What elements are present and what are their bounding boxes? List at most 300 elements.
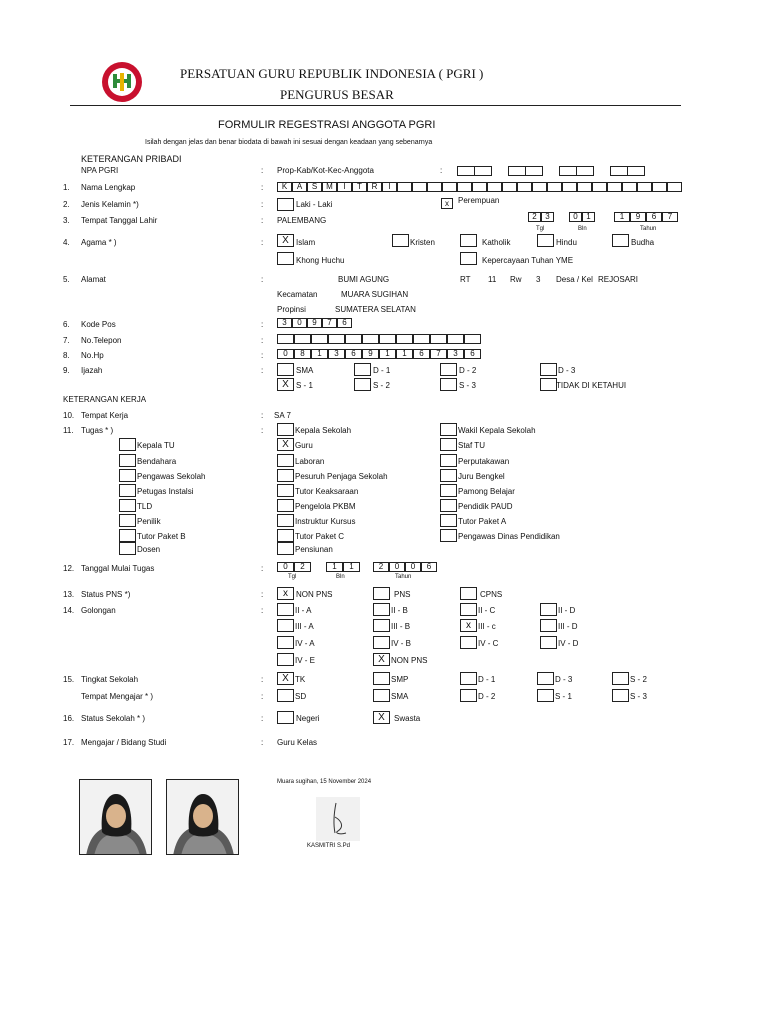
item-number: 16.	[63, 714, 75, 723]
birth-month-box[interactable]: 1	[582, 212, 595, 222]
tugas-wakil-kepala-checkbox[interactable]	[440, 423, 457, 436]
ijazah-sma-checkbox[interactable]	[277, 363, 294, 376]
birth-year-box[interactable]: 7	[662, 212, 678, 222]
tingkat-d3-checkbox[interactable]	[537, 672, 554, 685]
colon: :	[261, 200, 264, 209]
tgl-caption: Tgl	[288, 574, 297, 580]
tingkat-d2-label: D - 2	[478, 692, 496, 701]
golongan-iiic-checkbox[interactable]: x	[460, 619, 477, 632]
golongan-ivd-checkbox[interactable]	[540, 636, 557, 649]
telp-digit-box[interactable]	[277, 334, 294, 344]
tingkat-d1-checkbox[interactable]	[460, 672, 477, 685]
colon: :	[261, 216, 264, 225]
birth-year-box[interactable]: 1	[614, 212, 630, 222]
mulai-year-box[interactable]: 6	[421, 562, 437, 572]
golongan-iid-checkbox[interactable]	[540, 603, 557, 616]
tugas-pengelola-pkbm-label: Pengelola PKBM	[295, 502, 356, 511]
telp-digit-box[interactable]	[396, 334, 413, 344]
item-number: 9.	[63, 366, 70, 375]
tugas-tutor-paket-b-label: Tutor Paket B	[137, 532, 186, 541]
golongan-ivb-label: IV - B	[391, 639, 412, 648]
kodepos-digit-box[interactable]: 6	[337, 318, 352, 328]
hp-digit-box[interactable]: 8	[294, 349, 311, 359]
agama-hindu-checkbox[interactable]	[537, 234, 554, 247]
tugas-pendidik-paud-checkbox[interactable]	[440, 499, 457, 512]
tugas-dosen-checkbox[interactable]	[119, 542, 136, 555]
mulai-year-box[interactable]: 0	[389, 562, 405, 572]
hp-digit-box[interactable]: 6	[413, 349, 430, 359]
tingkat-sma-checkbox[interactable]	[373, 689, 390, 702]
ijazah-d2-label: D - 2	[459, 366, 477, 375]
tingkat-tk-label: TK	[295, 675, 306, 684]
tingkat-d2-checkbox[interactable]	[460, 689, 477, 702]
item-number: 15.	[63, 675, 75, 684]
bln-caption: Bln	[578, 226, 587, 232]
tugas-tutor-paket-c-checkbox[interactable]	[277, 529, 294, 542]
golongan-iic-label: II - C	[478, 606, 496, 615]
kodepos-digit-box[interactable]: 3	[277, 318, 292, 328]
tugas-label: Tugas * )	[81, 426, 114, 435]
npa-digit-box[interactable]	[610, 166, 628, 176]
tempat-mengajar-label: Tempat Mengajar * )	[81, 692, 154, 701]
hp-digit-box[interactable]: 1	[379, 349, 396, 359]
agama-islam-checkbox[interactable]: X	[277, 234, 294, 247]
tingkat-d1-label: D - 1	[478, 675, 496, 684]
pgri-logo	[101, 61, 143, 103]
colon: :	[261, 714, 264, 723]
golongan-iiib-label: III - B	[391, 622, 411, 631]
jk-perempuan-checkbox[interactable]: x	[441, 198, 453, 209]
tingkat-s1-checkbox[interactable]	[537, 689, 554, 702]
item-number: 14.	[63, 606, 75, 615]
birth-year-box[interactable]: 6	[646, 212, 662, 222]
name-char-box[interactable]	[397, 182, 412, 192]
name-char-box[interactable]	[442, 182, 457, 192]
npa-digit-box[interactable]	[559, 166, 577, 176]
tugas-guru-checkbox[interactable]: X	[277, 438, 294, 451]
tugas-pensiunan-checkbox[interactable]	[277, 542, 294, 555]
name-char-box[interactable]	[412, 182, 427, 192]
golongan-ivd-label: IV - D	[558, 639, 579, 648]
agama-khonghucu-checkbox[interactable]	[277, 252, 294, 265]
pns-pns-label: PNS	[394, 590, 411, 599]
birth-day-box[interactable]: 3	[541, 212, 554, 222]
tugas-pengawas-sekolah-label: Pengawas Sekolah	[137, 472, 206, 481]
tempat-kerja-value: SA 7	[274, 411, 291, 420]
birth-day-box[interactable]: 2	[528, 212, 541, 222]
item-number: 17.	[63, 738, 75, 747]
jk-perempuan-label: Perempuan	[458, 196, 500, 205]
rt-label: RT	[460, 275, 471, 284]
tugas-tutor-paket-a-checkbox[interactable]	[440, 514, 457, 527]
npa-digit-box[interactable]	[474, 166, 492, 176]
name-char-box[interactable]: I	[337, 182, 352, 192]
tugas-instruktur-kursus-checkbox[interactable]	[277, 514, 294, 527]
hp-digit-box[interactable]: 0	[277, 349, 294, 359]
member-photo	[166, 779, 239, 855]
name-char-box[interactable]	[637, 182, 652, 192]
mulai-day-box[interactable]: 2	[294, 562, 311, 572]
tugas-perputakawan-label: Perputakawan	[458, 457, 510, 466]
name-char-box[interactable]: R	[367, 182, 382, 192]
name-char-box[interactable]	[577, 182, 592, 192]
agama-kristen-checkbox[interactable]	[392, 234, 409, 247]
name-char-box[interactable]	[502, 182, 517, 192]
ijazah-s1-label: S - 1	[296, 381, 313, 390]
rw-value: 3	[536, 275, 541, 284]
golongan-iva-label: IV - A	[295, 639, 315, 648]
golongan-ivc-label: IV - C	[478, 639, 499, 648]
ijazah-s2-checkbox[interactable]	[354, 378, 371, 391]
name-char-box[interactable]	[532, 182, 547, 192]
desa-value: REJOSARI	[598, 275, 639, 284]
org-subtitle: PENGURUS BESAR	[280, 87, 394, 102]
telp-digit-box[interactable]	[430, 334, 447, 344]
colon: :	[261, 320, 264, 329]
npa-format: Prop-Kab/Kot-Kec-Anggota	[277, 166, 374, 175]
nama-label: Nama Lengkap	[81, 183, 136, 192]
name-char-box[interactable]: I	[382, 182, 397, 192]
tugas-kepala-tu-label: Kepala TU	[137, 441, 175, 450]
telp-digit-box[interactable]	[311, 334, 328, 344]
name-char-box[interactable]	[472, 182, 487, 192]
colon: :	[261, 366, 264, 375]
telp-label: No.Telepon	[81, 336, 122, 345]
tingkat-s3-checkbox[interactable]	[612, 689, 629, 702]
form-instruction: Isilah dengan jelas dan benar biodata di bawah ini sesuai dengan keadaan yang sebenarnya	[145, 139, 433, 146]
desa-label: Desa / Kel	[556, 275, 593, 284]
colon: :	[261, 336, 264, 345]
tugas-petugas-instalsi-checkbox[interactable]	[119, 484, 136, 497]
signature-place-date: Muara sugihan, 15 November 2024	[277, 779, 372, 785]
colon: :	[261, 275, 264, 284]
agama-label: Agama * )	[81, 238, 117, 247]
name-char-box[interactable]	[427, 182, 442, 192]
agama-katholik-checkbox[interactable]	[460, 234, 477, 247]
kodepos-digit-box[interactable]: 7	[322, 318, 337, 328]
golongan-iib-label: II - B	[391, 606, 408, 615]
org-name: PERSATUAN GURU REPUBLIK INDONESIA ( PGRI )	[180, 66, 484, 81]
tugas-pengawas-dinas-checkbox[interactable]	[440, 529, 457, 542]
hp-digit-box[interactable]: 3	[447, 349, 464, 359]
colon: :	[261, 675, 264, 684]
mulai-year-box[interactable]: 0	[405, 562, 421, 572]
golongan-label: Golongan	[81, 606, 116, 615]
tugas-kepala-sekolah-checkbox[interactable]	[277, 423, 294, 436]
mengajar-label: Mengajar / Bidang Studi	[81, 738, 167, 747]
propinsi-value: SUMATERA SELATAN	[335, 305, 416, 314]
golongan-nonpns-label: NON PNS	[391, 656, 428, 665]
golongan-ivb-checkbox[interactable]	[373, 636, 390, 649]
colon: :	[261, 606, 264, 615]
colon: :	[261, 238, 264, 247]
tingkat-sd-checkbox[interactable]	[277, 689, 294, 702]
item-number: 12.	[63, 564, 75, 573]
telp-digit-box[interactable]	[413, 334, 430, 344]
rw-label: Rw	[510, 275, 522, 284]
tugas-staf-tu-checkbox[interactable]	[440, 438, 457, 451]
golongan-iiid-checkbox[interactable]	[540, 619, 557, 632]
jk-label: Jenis Kelamin *)	[81, 200, 139, 209]
item-number: 3.	[63, 216, 70, 225]
tingkat-s1-label: S - 1	[555, 692, 572, 701]
mulai-tugas-label: Tanggal Mulai Tugas	[81, 564, 155, 573]
alamat-value: BUMI AGUNG	[338, 275, 390, 284]
name-char-box[interactable]	[592, 182, 607, 192]
signature-scribble	[316, 797, 360, 841]
name-char-box[interactable]	[547, 182, 562, 192]
agama-islam-label: Islam	[296, 238, 316, 247]
telp-digit-box[interactable]	[362, 334, 379, 344]
sekolah-negeri-label: Negeri	[296, 714, 320, 723]
colon: :	[440, 166, 443, 175]
pns-cpns-label: CPNS	[480, 590, 503, 599]
tugas-tutor-paket-b-checkbox[interactable]	[119, 529, 136, 542]
golongan-nonpns-checkbox[interactable]: X	[373, 653, 390, 666]
item-number: 5.	[63, 275, 70, 284]
name-char-box[interactable]: M	[322, 182, 337, 192]
tugas-pesuruh-checkbox[interactable]	[277, 469, 294, 482]
tugas-pendidik-paud-label: Pendidik PAUD	[458, 502, 513, 511]
tugas-juru-bengkel-label: Juru Bengkel	[458, 472, 505, 481]
tingkat-s2-checkbox[interactable]	[612, 672, 629, 685]
colon: :	[261, 564, 264, 573]
pns-pns-checkbox[interactable]	[373, 587, 390, 600]
ijazah-s3-label: S - 3	[459, 381, 476, 390]
agama-kristen-label: Kristen	[410, 238, 435, 247]
ijazah-s2-label: S - 2	[373, 381, 390, 390]
tugas-dosen-label: Dosen	[137, 545, 161, 554]
ijazah-tidak-checkbox[interactable]	[540, 378, 557, 391]
jk-laki-checkbox[interactable]	[277, 198, 294, 211]
name-char-box[interactable]	[652, 182, 667, 192]
ijazah-s1-checkbox[interactable]: X	[277, 378, 294, 391]
pns-non-label: NON PNS	[296, 590, 333, 599]
tempat-kerja-label: Tempat Kerja	[81, 411, 129, 420]
telp-digit-box[interactable]	[345, 334, 362, 344]
colon: :	[261, 738, 264, 747]
sekolah-swasta-label: Swasta	[394, 714, 421, 723]
name-char-box[interactable]	[517, 182, 532, 192]
name-char-box[interactable]: A	[292, 182, 307, 192]
tugas-pengawas-sekolah-checkbox[interactable]	[119, 469, 136, 482]
golongan-iiid-label: III - D	[558, 622, 578, 631]
alamat-label: Alamat	[81, 275, 106, 284]
tingkat-s3-label: S - 3	[630, 692, 647, 701]
mulai-year-box[interactable]: 2	[373, 562, 389, 572]
ijazah-d3-checkbox[interactable]	[540, 363, 557, 376]
tugas-tutor-keaksaraan-label: Tutor Keaksaraan	[295, 487, 359, 496]
golongan-ive-checkbox[interactable]	[277, 653, 294, 666]
tingkat-tk-checkbox[interactable]: X	[277, 672, 294, 685]
item-number: 1.	[63, 183, 70, 192]
colon: :	[261, 166, 264, 175]
tugas-pamong-belajar-checkbox[interactable]	[440, 484, 457, 497]
npa-digit-box[interactable]	[576, 166, 594, 176]
golongan-iiib-checkbox[interactable]	[373, 619, 390, 632]
tugas-tld-checkbox[interactable]	[119, 499, 136, 512]
ijazah-label: Ijazah	[81, 366, 103, 375]
item-number: 8.	[63, 351, 70, 360]
tugas-guru-label: Guru	[295, 441, 313, 450]
sekolah-swasta-checkbox[interactable]: X	[373, 711, 390, 724]
birth-year-box[interactable]: 9	[630, 212, 646, 222]
tugas-kepala-tu-checkbox[interactable]	[119, 438, 136, 451]
signature-name: KASMITRI S.Pd	[307, 843, 351, 849]
ijazah-s3-checkbox[interactable]	[440, 378, 457, 391]
tingkat-s2-label: S - 2	[630, 675, 647, 684]
tugas-pesuruh-label: Pesuruh Penjaga Sekolah	[295, 472, 388, 481]
golongan-iib-checkbox[interactable]	[373, 603, 390, 616]
hp-digit-box[interactable]: 9	[362, 349, 379, 359]
telp-digit-box[interactable]	[328, 334, 345, 344]
tugas-penilik-checkbox[interactable]	[119, 514, 136, 527]
tugas-bendahara-checkbox[interactable]	[119, 454, 136, 467]
birth-month-box[interactable]: 0	[569, 212, 582, 222]
tingkat-d3-label: D - 3	[555, 675, 573, 684]
member-photo	[79, 779, 152, 855]
form-title: FORMULIR REGESTRASI ANGGOTA PGRI	[218, 119, 436, 131]
hp-digit-box[interactable]: 6	[345, 349, 362, 359]
tugas-pamong-belajar-label: Pamong Belajar	[458, 487, 515, 496]
npa-digit-box[interactable]	[457, 166, 475, 176]
agama-kepercayaan-checkbox[interactable]	[460, 252, 477, 265]
tugas-wakil-kepala-label: Wakil Kepala Sekolah	[458, 426, 536, 435]
tugas-juru-bengkel-checkbox[interactable]	[440, 469, 457, 482]
golongan-iiia-checkbox[interactable]	[277, 619, 294, 632]
hp-digit-box[interactable]: 6	[464, 349, 481, 359]
status-sekolah-label: Status Sekolah * )	[81, 714, 146, 723]
jk-laki-label: Laki - Laki	[296, 200, 333, 209]
tugas-tutor-keaksaraan-checkbox[interactable]	[277, 484, 294, 497]
ijazah-d2-checkbox[interactable]	[440, 363, 457, 376]
golongan-iva-checkbox[interactable]	[277, 636, 294, 649]
ijazah-d1-checkbox[interactable]	[354, 363, 371, 376]
kecamatan-value: MUARA SUGIHAN	[341, 290, 409, 299]
tempat-lahir: PALEMBANG	[277, 216, 327, 225]
name-char-box[interactable]	[562, 182, 577, 192]
npa-label: NPA PGRI	[81, 166, 119, 175]
item-number: 4.	[63, 238, 70, 247]
kodepos-digit-box[interactable]: 9	[307, 318, 322, 328]
pns-cpns-checkbox[interactable]	[460, 587, 477, 600]
ijazah-d1-label: D - 1	[373, 366, 391, 375]
kecamatan-label: Kecamatan	[277, 290, 318, 299]
agama-katholik-label: Katholik	[482, 238, 511, 247]
hp-digit-box[interactable]: 3	[328, 349, 345, 359]
colon: :	[261, 692, 264, 701]
tingkat-smp-checkbox[interactable]	[373, 672, 390, 685]
tingkat-smp-label: SMP	[391, 675, 409, 684]
tingkat-label: Tingkat Sekolah	[81, 675, 139, 684]
item-number: 13.	[63, 590, 75, 599]
colon: :	[261, 590, 264, 599]
tugas-tutor-paket-c-label: Tutor Paket C	[295, 532, 345, 541]
item-number: 10.	[63, 411, 75, 420]
tugas-staf-tu-label: Staf TU	[458, 441, 485, 450]
colon: :	[261, 426, 264, 435]
tugas-laboran-label: Laboran	[295, 457, 325, 466]
golongan-iia-checkbox[interactable]	[277, 603, 294, 616]
name-char-box[interactable]	[457, 182, 472, 192]
hp-label: No.Hp	[81, 351, 104, 360]
agama-khonghucu-label: Khong Huchu	[296, 256, 345, 265]
name-char-box[interactable]	[487, 182, 502, 192]
ijazah-sma-label: SMA	[296, 366, 314, 375]
hp-digit-box[interactable]: 1	[311, 349, 328, 359]
golongan-iid-label: II - D	[558, 606, 576, 615]
tugas-kepala-sekolah-label: Kepala Sekolah	[295, 426, 352, 435]
telp-digit-box[interactable]	[464, 334, 481, 344]
header-divider	[70, 105, 681, 106]
golongan-ive-label: IV - E	[295, 656, 316, 665]
bidang-studi-value: Guru Kelas	[277, 738, 318, 747]
section-personal: KETERANGAN PRIBADI	[81, 154, 182, 164]
name-char-box[interactable]	[622, 182, 637, 192]
name-char-box[interactable]	[667, 182, 682, 192]
hp-digit-box[interactable]: 7	[430, 349, 447, 359]
tugas-pengelola-pkbm-checkbox[interactable]	[277, 499, 294, 512]
colon: :	[261, 411, 264, 420]
npa-digit-box[interactable]	[627, 166, 645, 176]
colon: :	[261, 183, 264, 192]
tahun-caption: Tahun	[395, 574, 412, 580]
status-pns-label: Status PNS *)	[81, 590, 131, 599]
telp-digit-box[interactable]	[447, 334, 464, 344]
item-number: 7.	[63, 336, 70, 345]
tugas-laboran-checkbox[interactable]	[277, 454, 294, 467]
tugas-pensiunan-label: Pensiunan	[295, 545, 333, 554]
tugas-perputakawan-checkbox[interactable]	[440, 454, 457, 467]
tugas-tutor-paket-a-label: Tutor Paket A	[458, 517, 507, 526]
tugas-instruktur-kursus-label: Instruktur Kursus	[295, 517, 356, 526]
telp-digit-box[interactable]	[379, 334, 396, 344]
kodepos-label: Kode Pos	[81, 320, 116, 329]
telp-digit-box[interactable]	[294, 334, 311, 344]
name-char-box[interactable]: S	[307, 182, 322, 192]
golongan-iic-checkbox[interactable]	[460, 603, 477, 616]
agama-budha-checkbox[interactable]	[612, 234, 629, 247]
name-char-box[interactable]: T	[352, 182, 367, 192]
tugas-pengawas-dinas-label: Pengawas Dinas Pendidikan	[458, 532, 560, 541]
ttl-label: Tempat Tanggal Lahir	[81, 216, 158, 225]
golongan-iia-label: II - A	[295, 606, 312, 615]
name-char-box[interactable]	[607, 182, 622, 192]
item-number: 11.	[63, 426, 74, 435]
hp-digit-box[interactable]: 1	[396, 349, 413, 359]
pns-non-checkbox[interactable]: x	[277, 587, 294, 600]
ijazah-tidak-label: TIDAK DI KETAHUI	[556, 381, 627, 390]
agama-kepercayaan-label: Kepercayaan Tuhan YME	[482, 256, 574, 265]
mulai-day-box[interactable]: 0	[277, 562, 294, 572]
mulai-month-box[interactable]: 1	[326, 562, 343, 572]
bln-caption: Bln	[336, 574, 345, 580]
kodepos-digit-box[interactable]: 0	[292, 318, 307, 328]
golongan-ivc-checkbox[interactable]	[460, 636, 477, 649]
tugas-tld-label: TLD	[137, 502, 153, 511]
agama-hindu-label: Hindu	[556, 238, 577, 247]
sekolah-negeri-checkbox[interactable]	[277, 711, 294, 724]
agama-budha-label: Budha	[631, 238, 655, 247]
tahun-caption: Tahun	[640, 226, 657, 232]
npa-digit-box[interactable]	[508, 166, 526, 176]
golongan-iiic-label: III - c	[478, 622, 496, 631]
tingkat-sd-label: SD	[295, 692, 307, 701]
tgl-caption: Tgl	[536, 226, 545, 232]
name-char-box[interactable]: K	[277, 182, 292, 192]
npa-digit-box[interactable]	[525, 166, 543, 176]
mulai-month-box[interactable]: 1	[343, 562, 360, 572]
